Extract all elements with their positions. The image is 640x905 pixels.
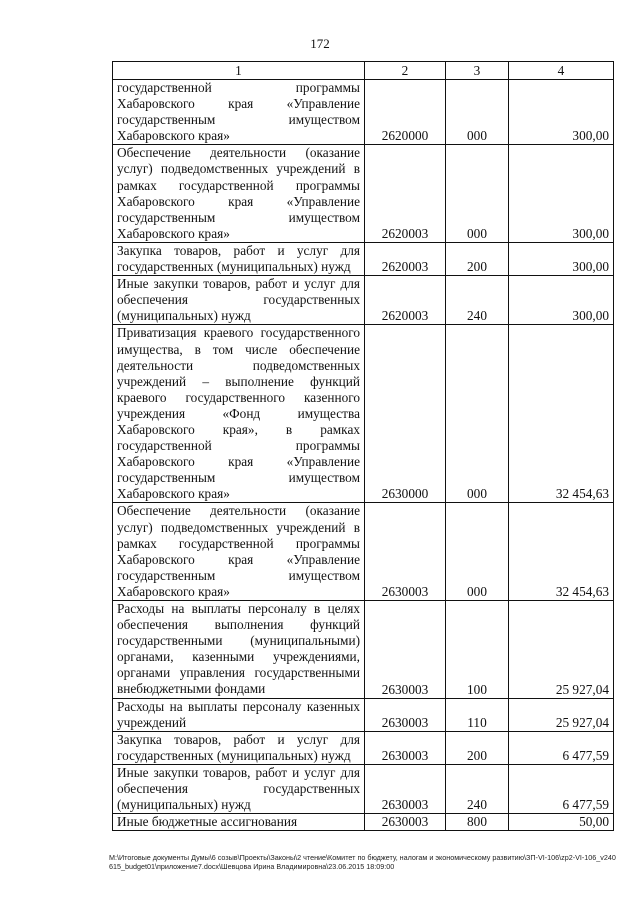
table-row	[113, 503, 614, 601]
row-code: 2630003	[365, 698, 446, 731]
row-description: государственной программы Хабаровского края «Управление государственным имуществом Хабаровского края»	[113, 80, 365, 145]
table-row	[113, 325, 614, 503]
row-type: 000	[446, 325, 509, 503]
row-code: 2630003	[365, 601, 446, 699]
header-type: 3	[446, 62, 509, 80]
row-description: Расходы на выплаты персоналу казенных учреждений	[113, 698, 365, 731]
file-path-footer: М:\Итоговые документы Думы\6 созыв\Проекты\Законы\2 чтение\Комитет по бюджету, налогам и экономическому развитию\ЗП-VI-106\zp2-VI-106_v240615_budget01\приложение7.docx\Шевцова Ирина Владимировна\23.06.2015 18:09:00	[109, 853, 616, 871]
table-row	[113, 764, 614, 813]
table-row	[113, 814, 614, 831]
budget-table	[112, 61, 614, 831]
row-type: 800	[446, 814, 509, 831]
row-amount: 6 477,59	[509, 731, 614, 764]
row-description: Закупка товаров, работ и услуг для государственных (муниципальных) нужд	[113, 242, 365, 275]
row-code: 2620003	[365, 276, 446, 325]
row-code: 2630003	[365, 814, 446, 831]
table-row	[113, 145, 614, 243]
row-description: Иные закупки товаров, работ и услуг для обеспечения государственных (муниципальных) нужд	[113, 276, 365, 325]
row-type: 240	[446, 764, 509, 813]
row-amount: 300,00	[509, 276, 614, 325]
row-code: 2630003	[365, 503, 446, 601]
row-type: 110	[446, 698, 509, 731]
row-amount: 300,00	[509, 242, 614, 275]
row-amount: 300,00	[509, 145, 614, 243]
row-type: 200	[446, 731, 509, 764]
row-amount: 6 477,59	[509, 764, 614, 813]
row-code: 2620000	[365, 80, 446, 145]
table-row	[113, 601, 614, 699]
row-description: Закупка товаров, работ и услуг для государственных (муниципальных) нужд	[113, 731, 365, 764]
row-amount: 50,00	[509, 814, 614, 831]
row-amount: 25 927,04	[509, 601, 614, 699]
row-description: Расходы на выплаты персоналу в целях обеспечения выполнения функций государственными (муниципальными) органами, казенными учреждениями, органами управления государственными внебюджетными фондами	[113, 601, 365, 699]
row-type: 200	[446, 242, 509, 275]
row-code: 2620003	[365, 145, 446, 243]
row-code: 2620003	[365, 242, 446, 275]
row-amount: 32 454,63	[509, 325, 614, 503]
row-type: 000	[446, 80, 509, 145]
row-code: 2630000	[365, 325, 446, 503]
table-row	[113, 242, 614, 275]
table-row	[113, 80, 614, 145]
table-header-row	[113, 62, 614, 80]
row-description: Иные бюджетные ассигнования	[113, 814, 365, 831]
row-description: Обеспечение деятельности (оказание услуг) подведомственных учреждений в рамках государственной программы Хабаровского края «Управление государственным имуществом Хабаровского края»	[113, 145, 365, 243]
table-row	[113, 731, 614, 764]
row-code: 2630003	[365, 731, 446, 764]
row-description: Иные закупки товаров, работ и услуг для обеспечения государственных (муниципальных) нужд	[113, 764, 365, 813]
header-code: 2	[365, 62, 446, 80]
row-type: 100	[446, 601, 509, 699]
row-amount: 300,00	[509, 80, 614, 145]
row-amount: 32 454,63	[509, 503, 614, 601]
row-amount: 25 927,04	[509, 698, 614, 731]
header-amount: 4	[509, 62, 614, 80]
row-code: 2630003	[365, 764, 446, 813]
row-type: 240	[446, 276, 509, 325]
table-row	[113, 698, 614, 731]
row-description: Обеспечение деятельности (оказание услуг) подведомственных учреждений в рамках государственной программы Хабаровского края «Управление государственным имуществом Хабаровского края»	[113, 503, 365, 601]
page-number: 172	[310, 36, 330, 51]
row-type: 000	[446, 503, 509, 601]
table-row	[113, 276, 614, 325]
row-description: Приватизация краевого государственного имущества, в том числе обеспечение деятельности подведомственных учреждений – выполнение функций краевого государственного казенного учреждения «Фонд имущества Хабаровского края», в рамках государственной программы Хабаровского края «Управление государственным имуществом Хабаровского края»	[113, 325, 365, 503]
header-description: 1	[113, 62, 365, 80]
row-type: 000	[446, 145, 509, 243]
